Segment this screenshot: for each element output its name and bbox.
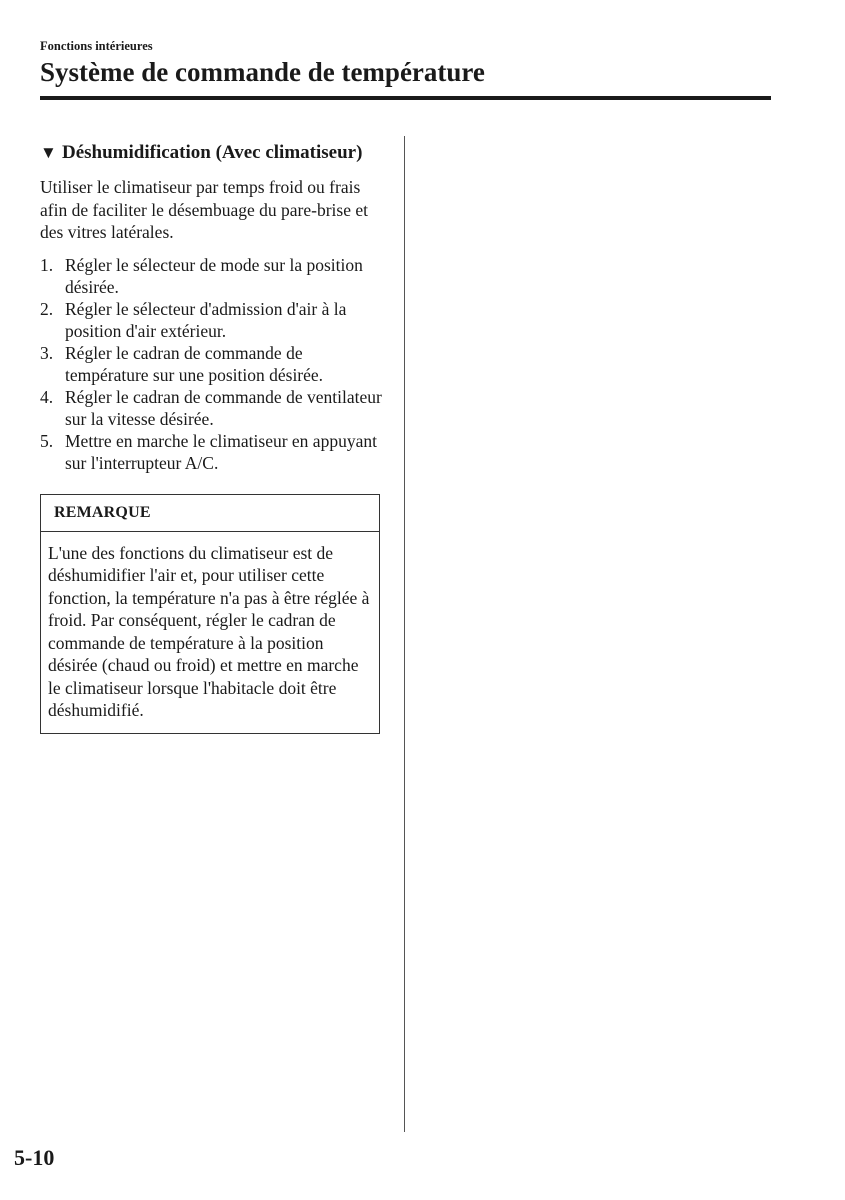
list-item (40, 298, 385, 342)
list-item (40, 430, 385, 474)
left-column (40, 141, 385, 734)
column-divider (404, 136, 405, 1132)
triangle-down-icon: ▼ (40, 143, 57, 162)
step-text: Régler le cadran de commande de ventilateur sur la vitesse désirée. (65, 386, 382, 429)
step-text: Régler le cadran de commande de température sur une position désirée. (65, 342, 324, 385)
intro-paragraph: Utiliser le climatiseur par temps froid ou frais afin de faciliter le désembuage du pare-brise et des vitres latérales. (40, 177, 368, 242)
step-text: Régler le sélecteur de mode sur la position désirée. (65, 254, 363, 297)
list-item (40, 254, 385, 298)
page-title: Système de commande de température (40, 57, 485, 87)
step-number: 3. (40, 342, 54, 363)
note-box (40, 494, 380, 734)
list-item (40, 386, 385, 430)
step-text: Mettre en marche le climatiseur en appuyant sur l'interrupteur A/C. (65, 430, 377, 473)
step-number: 1. (40, 254, 54, 275)
page-number: 5-10 (14, 1145, 55, 1170)
section-label: Fonctions intérieures (40, 39, 153, 53)
step-number: 2. (40, 298, 54, 319)
note-title: REMARQUE (41, 495, 379, 532)
note-body: L'une des fonctions du climatiseur est de déshumidifier l'air et, pour utiliser cette fonction, la température n'a pas à être réglée à froid. Par conséquent, régler le cadran de commande de température à la position désirée (chaud ou froid) et mettre en marche le climatiseur lorsque l'habitacle doit être déshumidifié. (48, 542, 370, 720)
title-divider (40, 96, 771, 100)
step-text: Régler le sélecteur d'admission d'air à la position d'air extérieur. (65, 298, 347, 341)
list-item (40, 342, 385, 386)
subheading-text: Déshumidification (Avec climatiseur) (62, 142, 363, 163)
steps-list (40, 254, 385, 474)
subheading (40, 141, 385, 164)
step-number: 5. (40, 430, 54, 451)
step-number: 4. (40, 386, 54, 407)
